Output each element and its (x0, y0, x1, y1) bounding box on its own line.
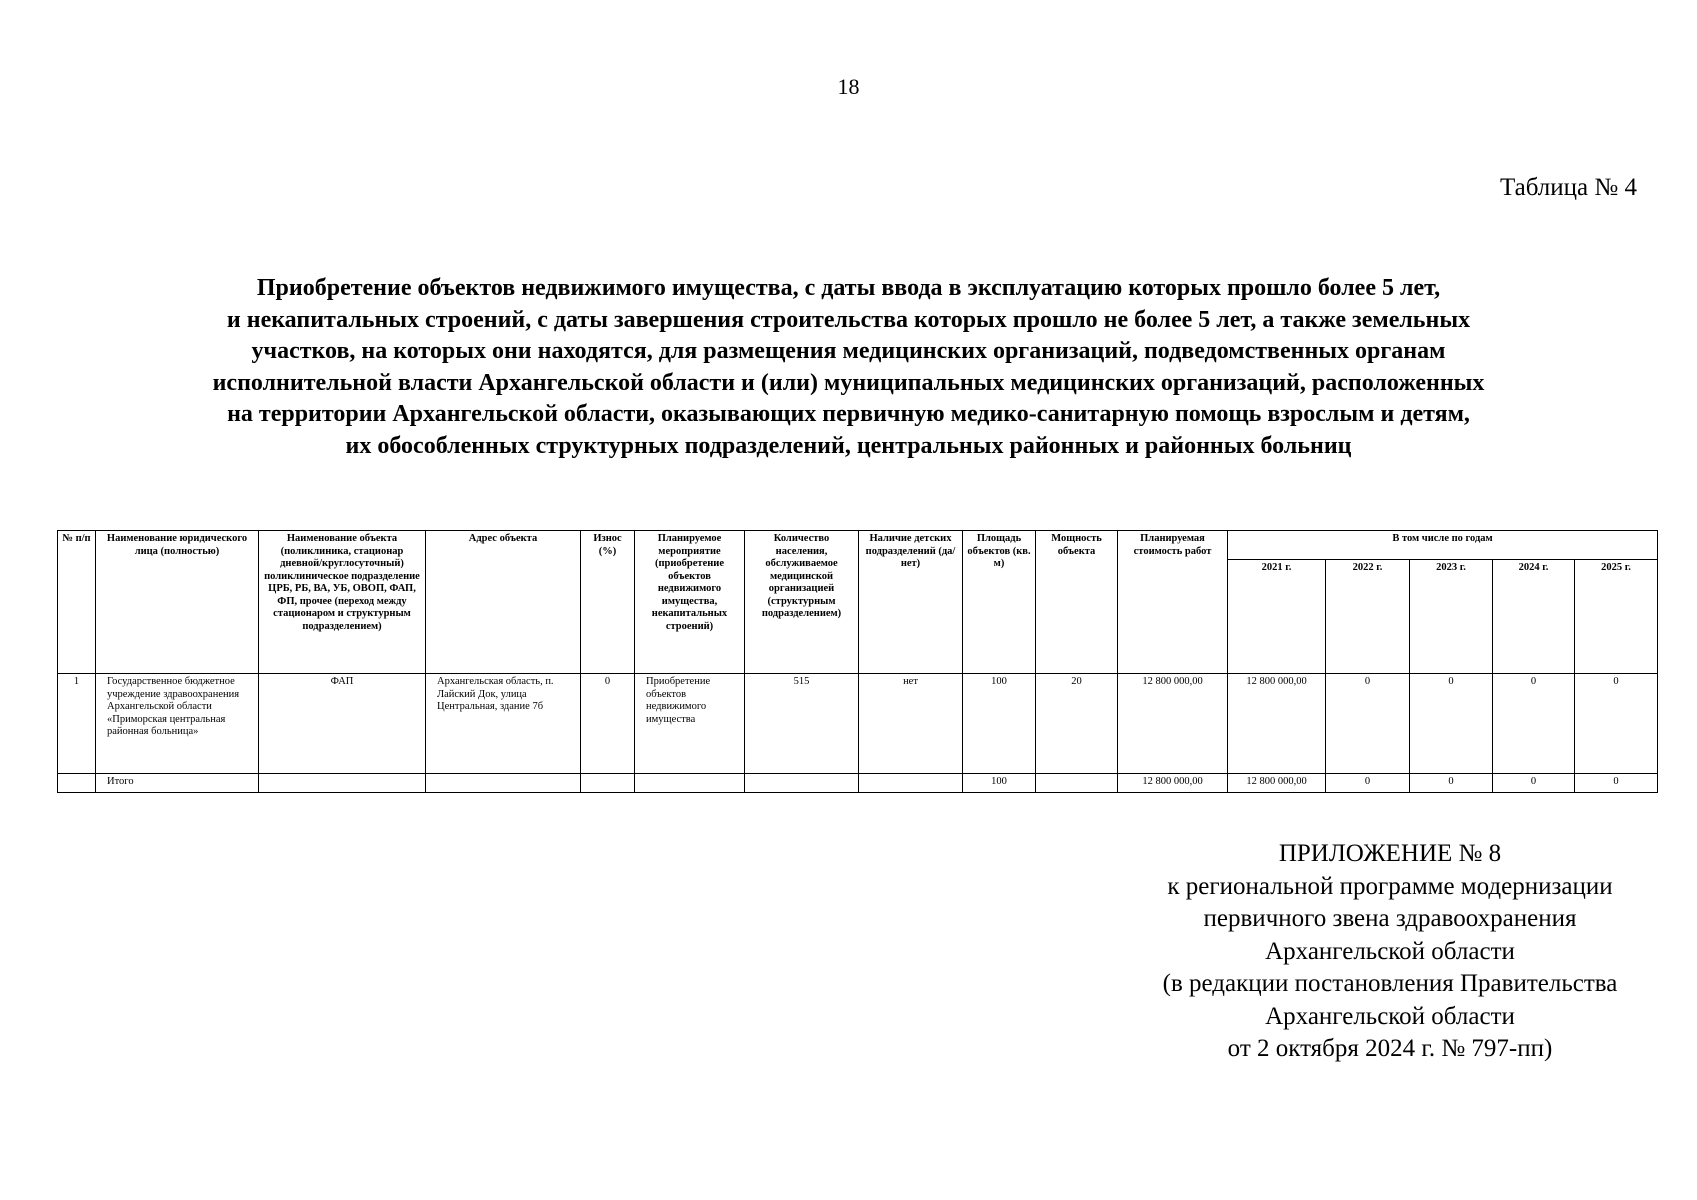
total-row (58, 774, 1658, 793)
document-title (60, 273, 1637, 462)
appendix-line: ПРИЛОЖЕНИЕ № 8 (1278, 840, 1502, 867)
header-wear: Износ (%) (581, 531, 635, 674)
cell-wear: 0 (581, 674, 635, 774)
table-label: Таблица № 4 (1499, 174, 1637, 201)
cell-total-year: 12 800 000,00 (1228, 774, 1326, 793)
cell-total-planned-cost: 12 800 000,00 (1118, 774, 1228, 793)
title-line: и некапитальных строений, с даты завершения строительства которых прошло не более 5 лет, а также земельных (226, 306, 1471, 333)
appendix-line: Архангельской области (1265, 937, 1515, 965)
cell-total-year: 0 (1326, 774, 1410, 793)
header-legal-entity: Наименование юридического лица (полностью) (96, 531, 259, 674)
title-line: участков, на которых они находятся, для размещения медицинских организаций, подведомственных органам (251, 338, 1446, 364)
title-line: их обособленных структурных подразделений, центральных районных и районных больниц (345, 432, 1352, 459)
header-year: 2025 г. (1575, 560, 1658, 674)
cell-population: 515 (745, 674, 859, 774)
header-num: № п/п (58, 531, 96, 674)
cell-empty (859, 774, 963, 793)
header-object-name: Наименование объекта (поликлиника, стационар дневной/круглосуточный) поликлиническое подразделение ЦРБ, РБ, ВА, УБ, ОВОП, ФАП, ФП, прочее (переход между стационаром и структурным подразделением) (259, 531, 426, 674)
title-line: на территории Архангельской области, оказывающих первичную медико-санитарную помощь взрослым и детям, (227, 401, 1470, 427)
cell-planned-cost: 12 800 000,00 (1118, 674, 1228, 774)
cell-year: 0 (1410, 674, 1493, 774)
page-number: 18 (837, 74, 860, 99)
header-children-units: Наличие детских подразделений (да/нет) (859, 531, 963, 674)
cell-empty (58, 774, 96, 793)
header-year: 2021 г. (1228, 560, 1326, 674)
cell-total-year: 0 (1575, 774, 1658, 793)
header-planned-action: Планируемое мероприятие (приобретение объектов недвижимого имущества, некапитальных строений) (635, 531, 745, 674)
header-by-years: В том числе по годам (1228, 531, 1658, 560)
header-year: 2024 г. (1493, 560, 1575, 674)
cell-address: Архангельская область, п. Лайский Док, улица Центральная, здание 7б (426, 674, 581, 774)
cell-empty (745, 774, 859, 793)
cell-legal-entity: Государственное бюджетное учреждение здравоохранения Архангельской области «Приморская центральная районная больница» (96, 674, 259, 774)
header-planned-cost: Планируемая стоимость работ (1118, 531, 1228, 674)
header-population: Количество населения, обслуживаемое медицинской организацией (структурным подразделением) (745, 531, 859, 674)
cell-year: 0 (1493, 674, 1575, 774)
cell-total-area: 100 (963, 774, 1036, 793)
cell-year: 0 (1575, 674, 1658, 774)
table-row (58, 674, 1658, 774)
cell-total-label: Итого (96, 774, 259, 793)
cell-capacity: 20 (1036, 674, 1118, 774)
header-area: Площадь объектов (кв. м) (963, 531, 1036, 674)
cell-total-year: 0 (1410, 774, 1493, 793)
appendix-line: первичного звена здравоохранения (1203, 905, 1577, 932)
header-year: 2022 г. (1326, 560, 1410, 674)
appendix-line: (в редакции постановления Правительства (1162, 970, 1618, 997)
header-year: 2023 г. (1410, 560, 1493, 674)
title-line: исполнительной власти Архангельской области и (или) муниципальных медицинских организаций, расположенных (212, 369, 1485, 396)
cell-planned-action: Приобретение объектов недвижимого имущества (635, 674, 745, 774)
cell-object-name: ФАП (259, 674, 426, 774)
appendix-line: от 2 октября 2024 г. № 797-пп) (1227, 1035, 1553, 1062)
cell-empty (581, 774, 635, 793)
title-line: Приобретение объектов недвижимого имущества, с даты ввода в эксплуатацию которых прошло более 5 лет, (256, 275, 1441, 301)
cell-children-units: нет (859, 674, 963, 774)
property-acquisition-table (57, 530, 1658, 793)
cell-total-year: 0 (1493, 774, 1575, 793)
cell-empty (259, 774, 426, 793)
cell-year: 12 800 000,00 (1228, 674, 1326, 774)
cell-empty (1036, 774, 1118, 793)
cell-num: 1 (58, 674, 96, 774)
header-address: Адрес объекта (426, 531, 581, 674)
appendix-line: Архангельской области (1265, 1002, 1515, 1030)
cell-empty (635, 774, 745, 793)
cell-year: 0 (1326, 674, 1410, 774)
appendix-block (1130, 838, 1650, 1066)
appendix-line: к региональной программе модернизации (1167, 872, 1613, 900)
cell-area: 100 (963, 674, 1036, 774)
cell-empty (426, 774, 581, 793)
header-capacity: Мощность объекта (1036, 531, 1118, 674)
